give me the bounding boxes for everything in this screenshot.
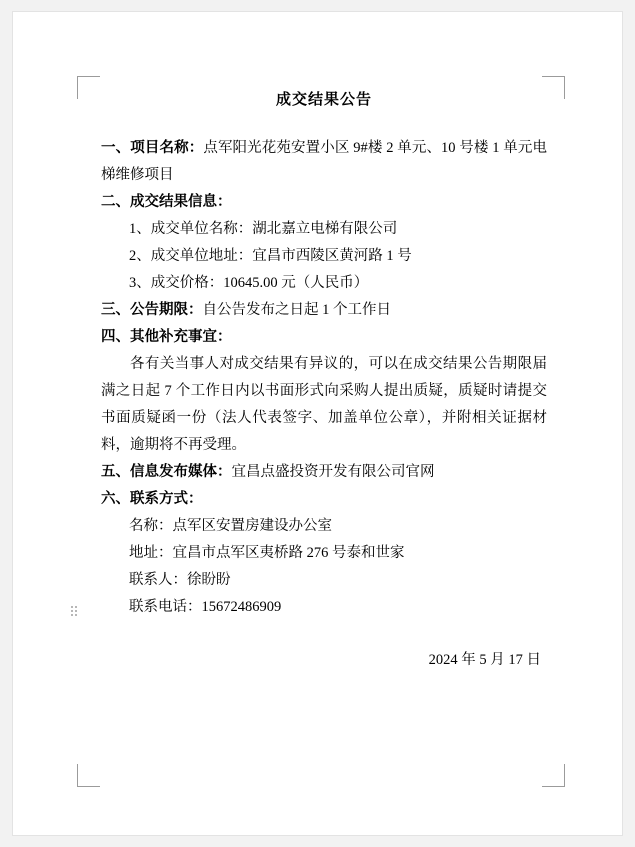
section-project-name-value: 点军阳光花苑安置小区 9#楼 2 单元、10 号楼 1 单元电梯维修项目 (101, 140, 548, 183)
document-paper (13, 12, 622, 835)
crop-mark-top-left (77, 76, 100, 99)
result-item: 3、成交价格：10645.00 元（人民币） (129, 275, 369, 291)
result-item: 1、成交单位名称：湖北嘉立电梯有限公司 (129, 221, 398, 237)
result-item: 2、成交单位地址：宜昌市西陵区黄河路 1 号 (129, 248, 412, 264)
drag-handle-icon[interactable] (71, 606, 80, 617)
document-date: 2024 年 5 月 17 日 (428, 652, 541, 668)
section-media (101, 459, 547, 486)
section-media-value: 宜昌点盛投资开发有限公司官网 (231, 464, 435, 480)
contact-item: 联系电话：15672486909 (129, 599, 282, 615)
supplement-paragraph: 各有关当事人对成交结果有异议的，可以在成交结果公告期限届满之日起 7 个工作日内以书面形式向采购人提出质疑，质疑时请提交书面质疑函一份（法人代表签字、加盖单位公章），并附相关证据材料，逾期将不再受理。 (101, 356, 547, 453)
crop-mark-bottom-left (77, 764, 100, 787)
section-project-name (101, 135, 547, 189)
section-notice-period-value: 自公告发布之日起 1 个工作日 (202, 302, 391, 318)
section-notice-period-label: 三、公告期限： (101, 302, 203, 318)
section-notice-period (101, 297, 547, 324)
document-body (101, 88, 547, 689)
section-project-name-label: 一、项目名称： (101, 140, 204, 156)
contact-item: 联系人：徐盼盼 (129, 572, 231, 588)
contact-item: 名称：点军区安置房建设办公室 (129, 518, 332, 534)
page-title: 成交结果公告 (275, 92, 372, 108)
contact-item: 地址：宜昌市点军区夷桥路 276 号泰和世家 (129, 545, 405, 561)
crop-mark-bottom-right (542, 764, 565, 787)
section-contact-label: 六、联系方式： (101, 491, 203, 507)
section-media-label: 五、信息发布媒体： (101, 464, 232, 480)
section-supplement-label: 四、其他补充事宜： (101, 329, 232, 345)
section-result-info-label: 二、成交结果信息： (101, 194, 232, 210)
